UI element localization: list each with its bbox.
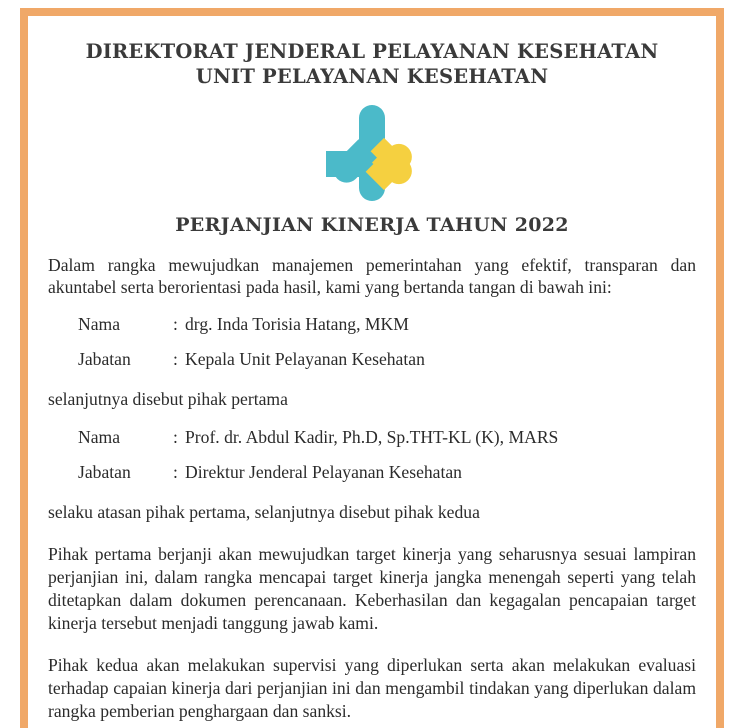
second-party-jabatan-separator: : <box>173 461 178 482</box>
first-party-nama-value: drg. Inda Torisia Hatang, MKM <box>185 314 409 335</box>
first-party-nama-row <box>48 314 696 335</box>
page-title: PERJANJIAN KINERJA TAHUN 2022 <box>175 213 569 236</box>
second-party-details <box>48 427 696 483</box>
second-party-note: selaku atasan pihak pertama, selanjutnya disebut pihak kedua <box>48 501 480 522</box>
second-party-jabatan-value: Direktur Jenderal Pelayanan Kesehatan <box>185 461 462 482</box>
organization-header <box>48 0 696 90</box>
page-border-right <box>716 8 724 728</box>
intro-paragraph: Dalam rangka mewujudkan manajemen pemerintahan yang efektif, transparan dan akuntabel serta berorientasi pada hasil, kami yang bertanda tangan di bawah ini: <box>48 254 696 298</box>
organization-header-line1: DIREKTORAT JENDERAL PELAYANAN KESEHATAN <box>85 40 659 63</box>
logo-container <box>48 104 696 202</box>
clause-first-party: Pihak pertama berjanji akan mewujudkan target kinerja yang seharusnya sesuai lampiran perjanjian ini, dalam rangka mencapai target kinerja jangka menengah seperti yang telah ditetapkan dalam dokumen perencanaan. Keberhasilan dan kegagalan pencapaian target kinerja tersebut menjadi tanggung jawab kami. <box>48 543 696 633</box>
second-party-nama-separator: : <box>173 426 178 447</box>
second-party-jabatan-row <box>48 462 696 483</box>
kemenkes-logo-icon <box>326 104 418 202</box>
second-party-nama-label: Nama <box>78 426 121 447</box>
first-party-jabatan-row <box>48 349 696 370</box>
first-party-note: selanjutnya disebut pihak pertama <box>48 389 288 410</box>
first-party-details <box>48 314 696 370</box>
first-party-nama-separator: : <box>173 314 178 335</box>
second-party-nama-value: Prof. dr. Abdul Kadir, Ph.D, Sp.THT-KL (K), MARS <box>185 426 559 447</box>
clause-second-party: Pihak kedua akan melakukan supervisi yang diperlukan serta akan melakukan evaluasi terhadap capaian kinerja dari perjanjian ini dan mengambil tindakan yang diperlukan dalam rangka pemberian penghargaan dan sanksi. <box>48 655 696 722</box>
first-party-nama-label: Nama <box>78 314 121 335</box>
second-party-nama-row <box>48 427 696 448</box>
page-border-left <box>20 8 28 728</box>
first-party-jabatan-label: Jabatan <box>78 349 131 370</box>
second-party-jabatan-label: Jabatan <box>78 461 131 482</box>
organization-header-line2: UNIT PELAYANAN KESEHATAN <box>195 64 549 88</box>
first-party-jabatan-separator: : <box>173 349 178 370</box>
document-content <box>48 0 696 728</box>
first-party-jabatan-value: Kepala Unit Pelayanan Kesehatan <box>185 349 425 370</box>
